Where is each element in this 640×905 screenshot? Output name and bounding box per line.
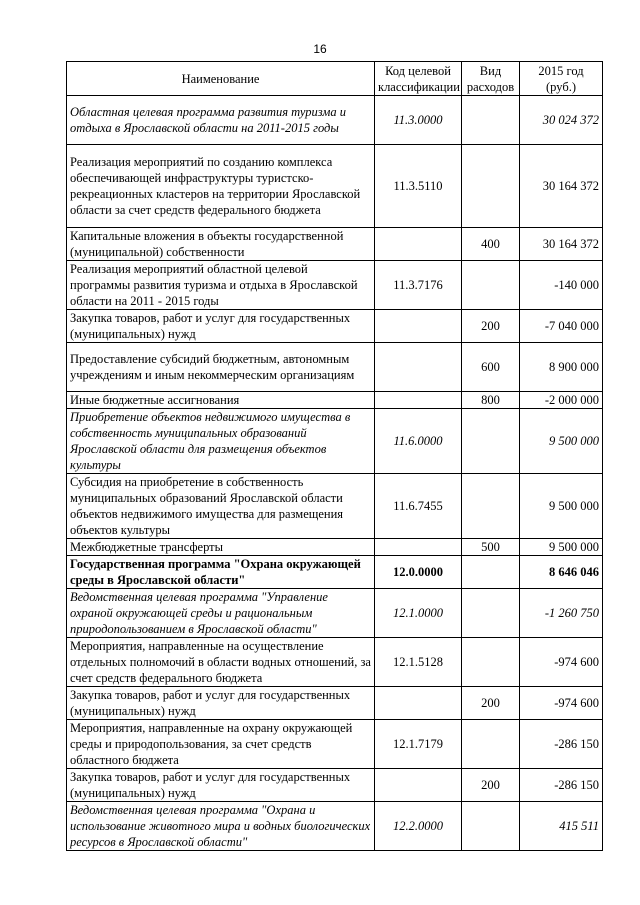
row-kind-cell [462, 96, 520, 145]
table-header-row [67, 62, 603, 96]
row-kind-cell [462, 720, 520, 769]
row-kind-cell [462, 261, 520, 310]
table-row [67, 474, 603, 539]
row-amount-cell: 30 024 372 [520, 96, 603, 145]
table-row [67, 261, 603, 310]
row-amount-cell: 9 500 000 [520, 409, 603, 474]
row-code-cell [375, 392, 462, 409]
row-code-cell: 11.6.0000 [375, 409, 462, 474]
table-row [67, 638, 603, 687]
table-row [67, 539, 603, 556]
row-name-cell: Областная целевая программа развития туризма и отдыха в Ярославской области на 2011-2015 годы [67, 96, 375, 145]
row-kind-cell: 800 [462, 392, 520, 409]
row-name-cell: Государственная программа "Охрана окружающей среды в Ярославской области" [67, 556, 375, 589]
row-code-cell: 11.3.7176 [375, 261, 462, 310]
row-amount-cell: -2 000 000 [520, 392, 603, 409]
row-amount-cell: 415 511 [520, 802, 603, 851]
row-kind-cell: 200 [462, 769, 520, 802]
row-name-cell: Приобретение объектов недвижимого имущества в собственность муниципальных образований Ярославской области для размещения объектов культуры [67, 409, 375, 474]
table-row [67, 310, 603, 343]
table-row [67, 589, 603, 638]
row-name-cell: Реализация мероприятий областной целевой программы развития туризма и отдыха в Ярославской области на 2011 - 2015 годы [67, 261, 375, 310]
row-code-cell [375, 539, 462, 556]
row-kind-cell [462, 145, 520, 228]
row-name-cell: Реализация мероприятий по созданию комплекса обеспечивающей инфраструктуры туристско-рекреационных кластеров на территории Ярославской области за счет средств федерального бюджета [67, 145, 375, 228]
table-row [67, 96, 603, 145]
table-row [67, 343, 603, 392]
table-row [67, 802, 603, 851]
row-amount-cell: 9 500 000 [520, 474, 603, 539]
row-code-cell: 12.1.5128 [375, 638, 462, 687]
row-name-cell: Закупка товаров, работ и услуг для государственных (муниципальных) нужд [67, 310, 375, 343]
row-amount-cell: -974 600 [520, 638, 603, 687]
row-name-cell: Закупка товаров, работ и услуг для государственных (муниципальных) нужд [67, 769, 375, 802]
table-row [67, 720, 603, 769]
row-kind-cell [462, 589, 520, 638]
row-name-cell: Мероприятия, направленные на осуществление отдельных полномочий в области водных отношений, за счет средств федерального бюджета [67, 638, 375, 687]
row-amount-cell: 30 164 372 [520, 228, 603, 261]
row-kind-cell: 200 [462, 310, 520, 343]
row-name-cell: Межбюджетные трансферты [67, 539, 375, 556]
row-amount-cell: 30 164 372 [520, 145, 603, 228]
row-kind-cell [462, 802, 520, 851]
row-code-cell: 11.3.5110 [375, 145, 462, 228]
table-row [67, 409, 603, 474]
row-code-cell [375, 343, 462, 392]
table-row [67, 687, 603, 720]
budget-table [66, 61, 603, 851]
row-amount-cell: -286 150 [520, 769, 603, 802]
table-row [67, 769, 603, 802]
table-row [67, 392, 603, 409]
row-name-cell: Субсидия на приобретение в собственность муниципальных образований Ярославской области объектов недвижимого имущества для размещения объектов культуры [67, 474, 375, 539]
row-code-cell: 11.6.7455 [375, 474, 462, 539]
row-amount-cell: 8 646 046 [520, 556, 603, 589]
row-name-cell: Иные бюджетные ассигнования [67, 392, 375, 409]
row-kind-cell [462, 409, 520, 474]
row-code-cell [375, 228, 462, 261]
row-kind-cell [462, 474, 520, 539]
row-code-cell: 12.1.7179 [375, 720, 462, 769]
row-name-cell: Капитальные вложения в объекты государственной (муниципальной) собственности [67, 228, 375, 261]
row-code-cell: 12.2.0000 [375, 802, 462, 851]
row-amount-cell: -974 600 [520, 687, 603, 720]
table-row [67, 556, 603, 589]
row-kind-cell [462, 638, 520, 687]
row-amount-cell: -1 260 750 [520, 589, 603, 638]
page-number: 16 [313, 42, 327, 56]
row-code-cell: 12.1.0000 [375, 589, 462, 638]
row-code-cell [375, 687, 462, 720]
row-kind-cell: 400 [462, 228, 520, 261]
row-code-cell: 11.3.0000 [375, 96, 462, 145]
row-amount-cell: 9 500 000 [520, 539, 603, 556]
row-kind-cell: 600 [462, 343, 520, 392]
row-kind-cell [462, 556, 520, 589]
header-amount: 2015 год (руб.) [520, 62, 603, 96]
table-row [67, 145, 603, 228]
row-name-cell: Ведомственная целевая программа "Управление охраной окружающей среды и рациональным природопользованием в Ярославской области" [67, 589, 375, 638]
row-kind-cell: 500 [462, 539, 520, 556]
row-code-cell [375, 769, 462, 802]
row-amount-cell: -140 000 [520, 261, 603, 310]
row-name-cell: Мероприятия, направленные на охрану окружающей среды и природопользования, за счет средств областного бюджета [67, 720, 375, 769]
header-code: Код целевой классификации [375, 62, 462, 96]
header-kind: Вид расходов [462, 62, 520, 96]
row-name-cell: Предоставление субсидий бюджетным, автономным учреждениям и иным некоммерческим организациям [67, 343, 375, 392]
row-name-cell: Ведомственная целевая программа "Охрана и использование животного мира и водных биологических ресурсов в Ярославской области" [67, 802, 375, 851]
row-code-cell: 12.0.0000 [375, 556, 462, 589]
row-code-cell [375, 310, 462, 343]
row-kind-cell: 200 [462, 687, 520, 720]
row-name-cell: Закупка товаров, работ и услуг для государственных (муниципальных) нужд [67, 687, 375, 720]
table-row [67, 228, 603, 261]
row-amount-cell: -7 040 000 [520, 310, 603, 343]
row-amount-cell: -286 150 [520, 720, 603, 769]
header-name: Наименование [67, 62, 375, 96]
row-amount-cell: 8 900 000 [520, 343, 603, 392]
